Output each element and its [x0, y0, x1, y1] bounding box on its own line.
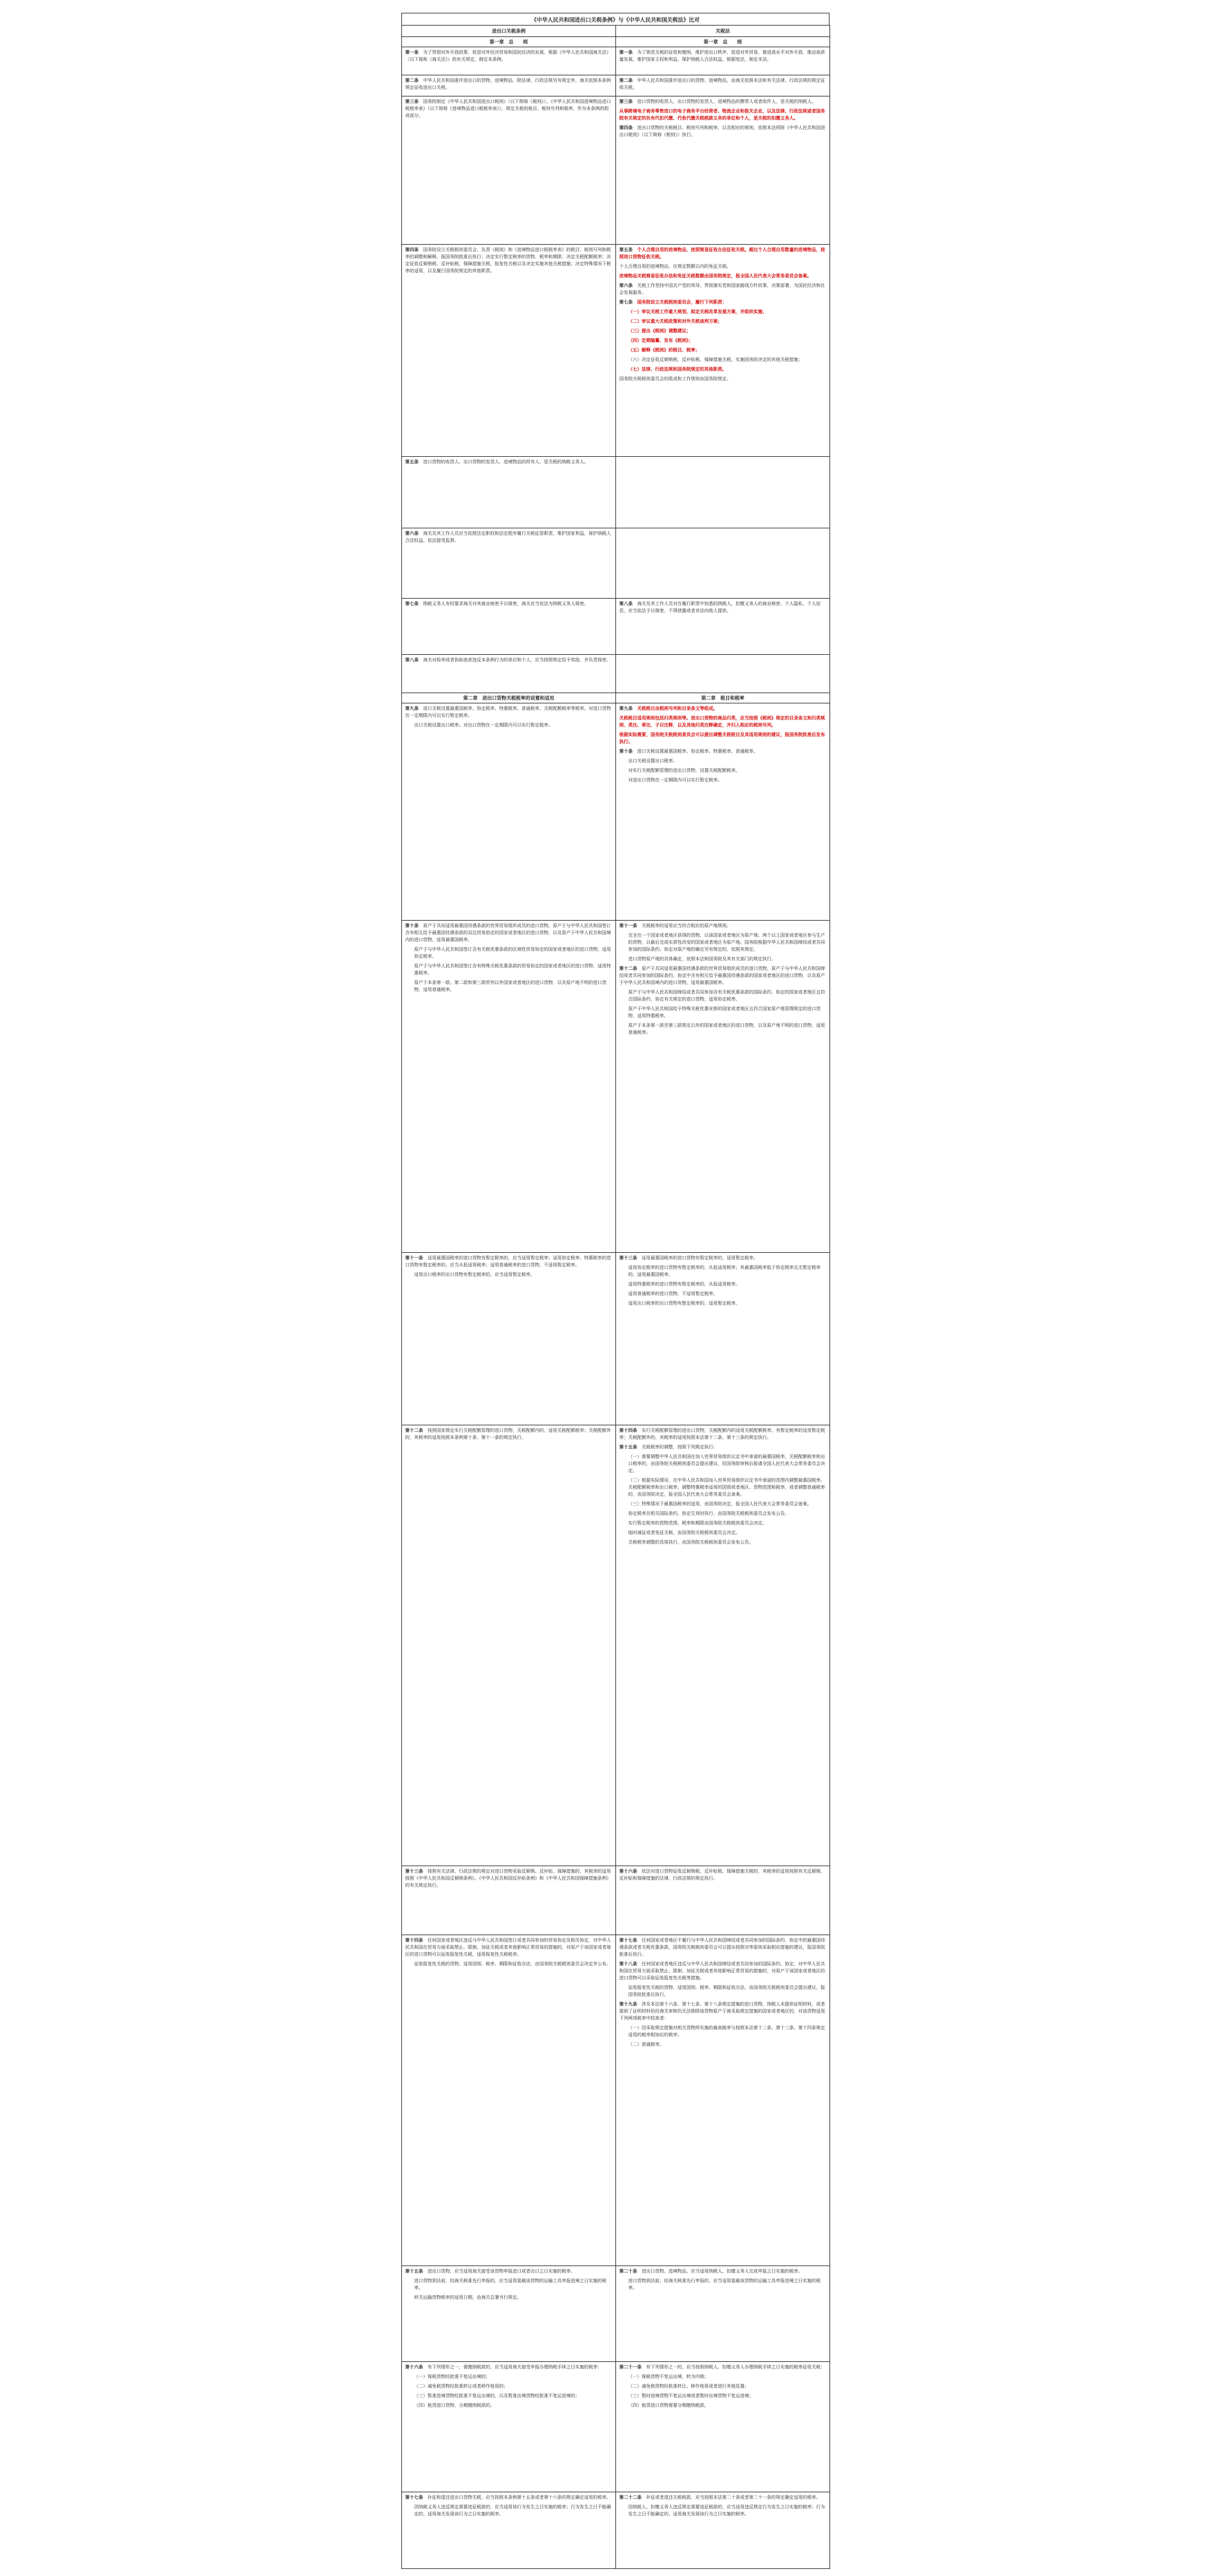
- article-paragraph: [619, 705, 826, 712]
- cell-right: [616, 599, 830, 655]
- article-number: 第十五条: [619, 1445, 642, 1450]
- article-paragraph: [619, 49, 826, 63]
- article-number: 第二条: [405, 78, 423, 83]
- article-text: 海关及其工作人员对在履行职责中知悉的纳税人、扣缴义务人的商业秘密、个人隐私、个人信息，应当依法予以保密，不得泄露或者非法向他人提供。: [619, 601, 821, 613]
- article-paragraph: [405, 247, 612, 275]
- article-number: 第十四条: [405, 1938, 428, 1943]
- article-row: [402, 599, 830, 655]
- article-number: 第二十条: [619, 2269, 642, 2274]
- article-number: 第六条: [619, 283, 637, 288]
- cell-right: [616, 96, 830, 245]
- article-text-highlighted: 进境物品关税简易征收办法和免征关税数额由国务院规定，报全国人民代表大会常务委员会备案。: [619, 273, 812, 279]
- cell-right: [616, 921, 830, 1253]
- article-text: （二）减免税货物经批准转让、移作他用或者进行其他处置；: [628, 2384, 749, 2389]
- article-text: （三）暂准进境货物经批准不复运出境的，以及暂准出境货物经批准不复运进境的；: [414, 2393, 580, 2398]
- comparison-table: [401, 25, 830, 2569]
- article-text: 原产于本条第一款至第三款规定以外的国家或者地区的进口货物，以及原产地不明的进口货物，适用普通税率。: [628, 1023, 825, 1035]
- article-text: 原产于与中华人民共和国签订含有关税优惠条款的区域性贸易协定的国家或者地区的进口货物，适用协定税率。: [414, 947, 611, 959]
- article-paragraph: [619, 758, 826, 765]
- article-number: 第十三条: [619, 1255, 642, 1261]
- article-text: 中华人民共和国准许进出口的货物、进境物品，除法律、行政法规另有规定外，海关依照本条例规定征收进出口关税。: [405, 78, 611, 90]
- cell-left: [402, 47, 616, 75]
- article-text: 对实行关税配额管理的进出口货物，设置关税配额税率。: [628, 768, 740, 773]
- article-text: 有下列情形之一的，应当按照纳税人、扣缴义务人办理纳税手续之日实施的税率征收关税：: [646, 2365, 825, 2370]
- article-paragraph: [619, 2402, 826, 2409]
- article-text: 因纳税人、扣缴义务人违反规定需要追征税款的，应当适用违反规定行为发生之日实施的税率；行为发生之日不能确定的，适用海关发现该行为之日实施的税率。: [628, 2504, 825, 2517]
- article-paragraph: [619, 2278, 826, 2292]
- comparison-document: [401, 13, 830, 2569]
- article-paragraph: [405, 49, 612, 63]
- article-text: 原产于共同适用最惠国待遇条款的世界贸易组织成员的进口货物，原产于与中华人民共和国缔结或者共同参加的国际条约、协定中含有相互给予最惠国待遇条款的国家或者地区的进口货物，以及原产于中华人民共和国境内的进口货物，适用最惠国税率。: [619, 966, 825, 985]
- article-paragraph: [619, 1937, 826, 1958]
- article-text: 任何国家或者地区违反与中华人民共和国缔结或者共同参加的国际条约、协定，对中华人民共和国在贸易方面采取禁止、限制、加征关税或者其他影响正常贸易的措施的，对原产于该国家或者地区的进口货物可以采取征收报复性关税等措施。: [619, 1961, 825, 1981]
- article-paragraph: [619, 1539, 826, 1546]
- article-paragraph: [619, 77, 826, 91]
- article-paragraph: [619, 601, 826, 615]
- article-number: 第四条: [405, 247, 423, 252]
- article-text: 国务院关税税则委员会的组成和工作规则由国务院规定。: [619, 376, 731, 381]
- article-text: 因纳税义务人违反规定需要追征税款的，应当适用该行为发生之日实施的税率；行为发生之日不能确定的，适用海关发现该行为之日实施的税率。: [414, 2504, 611, 2517]
- article-text: 征收报复性关税的货物、适用国别、税率、期限和征收办法，由国务院关税税则委员会提出建议，报国务院批准后执行。: [628, 1985, 825, 1997]
- article-row: [402, 655, 830, 693]
- article-text: 进口货物到达前，经海关核准先行申报的，应当适用装载该货物的运输工具申报进境之日实施的税率。: [414, 2278, 606, 2290]
- article-text: 关税税率的调整，按照下列规定执行：: [642, 1445, 718, 1450]
- article-text-highlighted: 根据实际需要，国务院关税税则委员会可以提出调整关税税目及其适用规则的建议，报国务院批准后发布执行。: [619, 732, 825, 744]
- article-paragraph: [619, 2025, 826, 2039]
- article-number: 第六条: [405, 531, 423, 536]
- cell-left: [402, 2492, 616, 2569]
- article-paragraph: [405, 2373, 612, 2380]
- article-paragraph: [619, 309, 826, 316]
- article-text: 纳税义务人有权要求海关对其商业秘密予以保密，海关应当依法为纳税义务人保密。: [423, 601, 589, 606]
- article-text: （一）需要调整中华人民共和国在加入世界贸易组织议定书中承诺的最惠国税率、关税配额税率和出口税率的，由国务院关税税则委员会提出建议，经国务院审核后报请全国人民代表大会常务委员会决定。: [628, 1454, 825, 1473]
- article-row: [402, 1425, 830, 1866]
- article-text: （二）根据实际情况，在中华人民共和国加入世界贸易组织议定书中承诺的范围内调整最惠国税率、关税配额税率和出口税率，调整特惠税率适用的国别或者地区、货物范围和税率，或者调整普通税率的，由国务院决定，报全国人民代表大会常务委员会备案。: [628, 1478, 825, 1497]
- article-number: 第二十一条: [619, 2365, 646, 2370]
- article-text: 适用特惠税率的进口货物有暂定税率的，从低适用税率。: [628, 1282, 740, 1287]
- article-text: 原产于本条第一款、第二款和第三款所列以外国家或者地区的进口货物，以及原产地不明的进口货物，适用普通税率。: [414, 980, 606, 992]
- article-paragraph: [405, 601, 612, 608]
- article-number: 第十九条: [619, 2002, 642, 2007]
- article-text: 适用普通税率的进口货物，不适用暂定税率。: [628, 1291, 718, 1296]
- article-text: 出口关税设置出口税率。对出口货物在一定期限内可以实行暂定税率。: [414, 723, 553, 728]
- article-text: 海关对检举或者协助查获违反本条例行为的单位和个人，应当按照规定给予奖励，并负责保密。: [423, 657, 611, 663]
- article-number: 第三条: [619, 99, 637, 104]
- article-text-highlighted: （三）提出《税则》调整建议；: [628, 328, 691, 334]
- article-paragraph: [619, 1520, 826, 1527]
- article-paragraph: [405, 2494, 612, 2501]
- article-paragraph: [619, 1022, 826, 1036]
- article-number: 第八条: [619, 601, 637, 606]
- cell-right: [616, 1425, 830, 1866]
- article-number: 第十二条: [405, 1428, 428, 1433]
- article-text: 为了规范关税的征收和缴纳，维护进出口秩序，促进对外贸易，推进高水平对外开放，推动高质量发展，维护国家主权和利益，保护纳税人合法权益，根据宪法，制定本法。: [619, 50, 825, 62]
- article-number: 第一条: [619, 50, 637, 55]
- article-text: 国务院制定《中华人民共和国进出口税则》（以下简称《税则》）、《中华人民共和国进境物品进口税税率表》（以下简称《进境物品进口税税率表》），规定关税的税目、税则号列和税率，作为本条例的组成部分。: [405, 99, 611, 118]
- article-paragraph: [619, 1006, 826, 1020]
- article-paragraph: [619, 98, 826, 105]
- article-paragraph: [405, 1271, 612, 1278]
- article-text: 原产于中华人民共和国给予特殊关税优惠安排的国家或者地区且符合国家原产地管理规定的进口货物，适用特惠税率。: [628, 1006, 821, 1018]
- article-text-highlighted: 国务院设立关税税则委员会，履行下列职责：: [637, 300, 727, 305]
- table-header-row: [402, 26, 830, 37]
- article-text: 任何国家或者地区不履行与中华人民共和国缔结或者共同参加的国际条约、协定中的最惠国待遇条款或者关税优惠条款，国务院关税税则委员会可以提出按照对等原则采取相应措施的建议，报国务院批准后执行。: [619, 1938, 825, 1957]
- article-paragraph: [405, 963, 612, 977]
- article-paragraph: [619, 1453, 826, 1475]
- article-paragraph: [619, 299, 826, 306]
- article-row: [402, 2492, 830, 2569]
- cell-left: [402, 528, 616, 599]
- article-paragraph: [619, 273, 826, 280]
- cell-right: [616, 75, 830, 96]
- article-number: 第八条: [405, 657, 423, 663]
- article-paragraph: [619, 125, 826, 139]
- article-text: 海关及其工作人员应当依照法定职权和法定程序履行关税征管职责，维护国家利益，保护纳税人合法权益，依法接受监督。: [405, 531, 611, 543]
- article-text: 有下列情形之一，需缴纳税款的，应当适用海关接受申报办理纳税手续之日实施的税率：: [428, 2365, 602, 2370]
- article-paragraph: [405, 2294, 612, 2301]
- article-paragraph: [619, 337, 826, 344]
- article-number: 第一条: [405, 50, 423, 55]
- article-text: 原产于与中华人民共和国签订含有特殊关税优惠条款的贸易协定的国家或者地区的进口货物，适用特惠税率。: [414, 963, 611, 976]
- article-paragraph: [619, 2041, 826, 2048]
- chapter-row: [402, 37, 830, 47]
- article-text: 中华人民共和国准许进出口的货物、进境物品，由海关依照本法和有关法律、行政法规的规定征收关税。: [619, 78, 825, 90]
- article-text: 原产于共同适用最惠国待遇条款的世界贸易组织成员的进口货物，原产于与中华人民共和国签订含有相互给予最惠国待遇条款的双边贸易协定的国家或者地区的进口货物，以及原产于中华人民共和国境内的进口货物，适用最惠国税率。: [405, 923, 611, 942]
- cell-right: [616, 703, 830, 921]
- article-paragraph: [619, 2494, 826, 2501]
- article-number: 第五条: [619, 247, 637, 252]
- article-text: 转关运输货物税率的适用日期，由海关总署另行规定。: [414, 2295, 521, 2300]
- cell-left: [402, 96, 616, 245]
- article-paragraph: [619, 2364, 826, 2371]
- article-paragraph: [405, 2278, 612, 2292]
- article-paragraph: [619, 2383, 826, 2390]
- article-text: （六）决定征收反倾销税、反补贴税、保障措施关税，实施国务院决定的其他关税措施；: [628, 357, 803, 362]
- article-number: 第十七条: [405, 2495, 428, 2500]
- article-row: [402, 96, 830, 245]
- cell-left: [402, 1253, 616, 1425]
- table-body: [402, 37, 830, 2569]
- article-paragraph: [619, 2504, 826, 2518]
- cell-left: [402, 1866, 616, 1935]
- article-paragraph: [405, 2364, 612, 2371]
- article-text: （三）暂时进境货物不复运出境或者暂时出境货物不复运进境；: [628, 2393, 753, 2398]
- article-paragraph: [405, 946, 612, 960]
- article-number: 第十四条: [619, 1428, 642, 1433]
- article-text: （四）租赁进口货物，分期缴纳税款的。: [414, 2403, 495, 2408]
- article-text: 适用最惠国税率的进口货物有暂定税率的，应当适用暂定税率；适用协定税率、特惠税率的进口货物有暂定税率的，应当从低适用税率；适用普通税率的进口货物，不适用暂定税率。: [405, 1255, 611, 1268]
- article-paragraph: [619, 1510, 826, 1517]
- article-paragraph: [619, 2001, 826, 2022]
- article-paragraph: [619, 956, 826, 963]
- article-text: 实行关税配额管理的进出口货物，关税配额内的适用关税配额税率，有暂定税率的适用暂定税率；关税配额外的，其税率的适用按照本法第十二条、第十三条的规定执行。: [619, 1428, 825, 1440]
- article-paragraph: [405, 2504, 612, 2518]
- article-number: 第九条: [405, 706, 423, 711]
- document-title: 《中华人民共和国进出口关税条例》与《中华人民共和国关税法》比对: [401, 13, 830, 25]
- article-paragraph: [405, 657, 612, 664]
- article-number: 第十五条: [405, 2269, 428, 2274]
- article-paragraph: [619, 318, 826, 325]
- article-text: 个人合理自用的进境物品，在规定数额以内的免征关税。: [619, 264, 731, 269]
- article-text: 为了贯彻对外开放政策，促进对外经济贸易和国民经济的发展，根据《中华人民共和国海关法》（以下简称《海关法》）的有关规定，制定本条例。: [405, 50, 611, 62]
- chapter-title-left: 第二章 进出口货物关税税率的设置和适用: [402, 693, 616, 703]
- article-paragraph: [619, 767, 826, 774]
- article-number: 第九条: [619, 706, 637, 711]
- article-number: 第十六条: [405, 2365, 428, 2370]
- cell-left: [402, 921, 616, 1253]
- cell-left: [402, 75, 616, 96]
- chapter-title-right: 第一章 总 则: [616, 37, 830, 47]
- article-paragraph: [405, 722, 612, 729]
- article-paragraph: [619, 247, 826, 261]
- article-text: 对进出口货物在一定期限内可以实行暂定税率。: [628, 778, 722, 783]
- article-paragraph: [619, 1255, 826, 1262]
- article-row: [402, 1253, 830, 1425]
- article-paragraph: [619, 1427, 826, 1441]
- article-paragraph: [619, 1529, 826, 1537]
- article-text-highlighted: （二）审议重大关税政策和对外关税谈判方案；: [628, 319, 722, 324]
- article-text: 进口货物到达前，经海关核准先行申报的，应当适用装载该货物的运输工具申报进境之日实施的税率。: [628, 2278, 821, 2290]
- article-row: [402, 245, 830, 457]
- chapter-row: [402, 693, 830, 703]
- article-text: 涉及本法第十六条、第十七条、第十八条规定措施的进口货物，纳税人未提供证明材料，或者提供了证明材料但经海关审核仍无法排除该货物原产于被采取规定措施的国家或者地区的，对该货物适用下列两项税率中较高者：: [619, 2002, 825, 2021]
- article-paragraph: [619, 376, 826, 383]
- cell-right: [616, 245, 830, 457]
- article-text: 进出口货物的关税税目、税则号列和税率，以及相应的规则，依照本法所附《中华人民共和国进出口税则》（以下简称《税则》）执行。: [619, 125, 825, 137]
- article-number: 第十一条: [405, 1255, 428, 1261]
- article-row: [402, 528, 830, 599]
- cell-left: [402, 2362, 616, 2492]
- article-text-highlighted: 关税税目适用规则包括归类规则等。进出口货物的商品归类，应当按照《税则》规定的目录条文和归类规则、类注、章注、子目注释，以及其他归类注释确定，并归入相应的税则号列。: [619, 716, 825, 728]
- cell-right: [616, 528, 830, 599]
- article-text: （一）保税货物不复运出境，转为内销；: [628, 2374, 709, 2379]
- article-paragraph: [619, 1291, 826, 1298]
- article-paragraph: [405, 98, 612, 119]
- article-paragraph: [619, 1300, 826, 1307]
- article-paragraph: [619, 777, 826, 784]
- article-text: 完全在一个国家或者地区获得的货物，以该国家或者地区为原产地；两个以上国家或者地区参与生产的货物，以最后完成实质性改变的国家或者地区为原产地。国务院根据中华人民共和国缔结或者共同参加的国际条约、协定对原产地的确定另有规定的，依照其规定。: [628, 933, 825, 952]
- article-row: [402, 47, 830, 75]
- article-number: 第十条: [405, 923, 423, 928]
- article-paragraph: [405, 2402, 612, 2409]
- article-paragraph: [619, 732, 826, 746]
- article-paragraph: [619, 282, 826, 296]
- cell-left: [402, 655, 616, 693]
- article-paragraph: [619, 2393, 826, 2400]
- article-text: 补征或者退还关税税款，应当按照本法第二十条或者第二十一条的规定确定适用的税率。: [646, 2495, 821, 2500]
- article-text-highlighted: （五）解释《税则》的税目、税率；: [628, 348, 700, 353]
- article-text: 出口关税设置出口税率。: [628, 758, 677, 763]
- article-text: （四）租赁进口货物需要分期缴纳税款。: [628, 2403, 709, 2408]
- cell-left: [402, 457, 616, 528]
- article-text-highlighted: 关税税目由税则号列和目录条文等组成。: [637, 706, 718, 711]
- header-right: 关税法: [616, 26, 830, 37]
- article-number: 第十八条: [619, 1961, 642, 1966]
- cell-left: [402, 245, 616, 457]
- article-paragraph: [619, 328, 826, 335]
- cell-right: [616, 2492, 830, 2569]
- article-text: 协定税率在相关国际条约、协定生效时执行，由国务院关税税则委员会发布公告。: [628, 1511, 789, 1516]
- article-number: 第十七条: [619, 1938, 642, 1943]
- article-paragraph: [619, 748, 826, 755]
- article-text: （一）因采取规定措施对相关货物所实施的最高税率与按照本法第十二条、第十三条、第十四条规定适用的税率相加后的税率；: [628, 2025, 825, 2037]
- article-text: 关税税率的适用应当符合相应的原产地规则。: [642, 923, 731, 928]
- cell-left: [402, 1935, 616, 2266]
- article-paragraph: [405, 459, 612, 466]
- cell-left: [402, 1425, 616, 1866]
- article-paragraph: [619, 263, 826, 270]
- article-paragraph: [619, 347, 826, 354]
- article-text-highlighted: （四）定期编纂、发布《税则》；: [628, 338, 693, 343]
- article-row: [402, 75, 830, 96]
- article-text: 按照国家规定实行关税配额管理的进口货物，关税配额内的，适用关税配额税率；关税配额外的，其税率的适用按照本条例第十条、第十一条的规定执行。: [405, 1428, 611, 1440]
- cell-right: [616, 1935, 830, 2266]
- article-paragraph: [619, 1868, 826, 1882]
- cell-right: [616, 457, 830, 528]
- article-text: 原产于与中华人民共和国缔结或者共同参加含有关税优惠条款的国际条约、协定的国家或者地区且符合国际条约、协定有关规定的进口货物，适用协定税率。: [628, 990, 825, 1002]
- cell-right: [616, 2266, 830, 2362]
- article-text: 进口货物原产地的具体确定，依照本法和国务院及其有关部门的规定执行。: [628, 956, 776, 962]
- article-text-highlighted: 个人合理自用的进境物品，按照简易征收办法征收关税。超过个人合理自用数量的进境物品，按照进口货物征收关税。: [619, 247, 825, 259]
- article-row: [402, 921, 830, 1253]
- article-number: 第十一条: [619, 923, 642, 928]
- article-text-highlighted: （七）法律、行政法规和国务院规定的其他职责。: [628, 367, 727, 372]
- article-paragraph: [619, 1961, 826, 1982]
- cell-left: [402, 599, 616, 655]
- article-paragraph: [619, 923, 826, 930]
- article-text: 临时减征或者免征关税，由国务院关税税则委员会决定。: [628, 1530, 740, 1535]
- article-number: 第二十二条: [619, 2495, 646, 2500]
- article-text: 任何国家或者地区违反与中华人民共和国签订或者共同参加的贸易协定及相关协定，对中华人民共和国在贸易方面采取禁止、限制、加征关税或者其他影响正常贸易的措施的，对原产于该国家或者地区的进口货物可以征收报复性关税，适用报复性关税税率。: [405, 1938, 611, 1957]
- article-number: 第二条: [619, 78, 637, 83]
- cell-left: [402, 703, 616, 921]
- article-text: 征收报复性关税的货物、适用国别、税率、期限和征收办法，由国务院关税税则委员会决定并公布。: [414, 1961, 611, 1966]
- article-text: （一）保税货物经批准不复运出境的；: [414, 2374, 490, 2379]
- article-text-highlighted: （一）审议关税工作重大规划，拟定关税改革发展方案，并组织实施；: [628, 309, 767, 314]
- article-text: 进口关税设置最惠国税率、协定税率、特惠税率、普通税率、关税配额税率等税率。对进口货物在一定期限内可以实行暂定税率。: [405, 706, 611, 718]
- article-row: [402, 1866, 830, 1935]
- article-row: [402, 457, 830, 528]
- article-paragraph: [619, 356, 826, 364]
- article-text: 适用出口税率的出口货物有暂定税率的，适用暂定税率。: [628, 1301, 740, 1306]
- article-text: 补征和退还进出口货物关税，应当按照本条例第十五条或者第十六条的规定确定适用的税率。: [428, 2495, 611, 2500]
- article-text: 进出口货物，应当适用海关接受该货物申报进口或者出口之日实施的税率。: [428, 2269, 575, 2274]
- article-paragraph: [619, 2373, 826, 2380]
- article-number: 第七条: [619, 300, 637, 305]
- article-text: （二）减免税货物经批准转让或者移作他用的；: [414, 2384, 508, 2389]
- article-text: 进出口货物、进境物品，应当适用纳税人、扣缴义务人完成申报之日实施的税率。: [642, 2269, 803, 2274]
- article-paragraph: [405, 1937, 612, 1958]
- article-number: 第三条: [405, 99, 423, 104]
- cell-left: [402, 2266, 616, 2362]
- article-row: [402, 1935, 830, 2266]
- article-paragraph: [619, 1444, 826, 1451]
- article-paragraph: [405, 2393, 612, 2400]
- article-row: [402, 2362, 830, 2492]
- article-text-highlighted: 从事跨境电子商务零售进口的电子商务平台经营者、物流企业和报关企业，以及法律、行政法规或者国务院有关规定的负有代扣代缴、代收代缴关税税款义务的单位和个人，是关税的扣缴义务人。: [619, 109, 825, 121]
- article-text: 实行暂定税率的货物范围、税率和期限由国务院关税税则委员会决定。: [628, 1521, 767, 1526]
- article-number: 第十六条: [619, 1869, 642, 1874]
- article-paragraph: [619, 715, 826, 729]
- article-text: 适用协定税率的进口货物有暂定税率的，从低适用税率；其最惠国税率低于协定税率且无暂定税率的，适用最惠国税率。: [628, 1265, 821, 1277]
- article-paragraph: [619, 932, 826, 953]
- article-paragraph: [405, 1868, 612, 1889]
- article-paragraph: [405, 979, 612, 993]
- article-paragraph: [405, 1961, 612, 1968]
- article-paragraph: [619, 1501, 826, 1508]
- article-paragraph: [619, 2268, 826, 2275]
- article-text: 进口货物的收货人、出口货物的发货人、进境物品的所有人，是关税的纳税义务人。: [423, 459, 589, 464]
- article-number: 第五条: [405, 459, 423, 464]
- article-text: 依法对进口货物征收反倾销税、反补贴税、保障措施关税的，其税率的适用按照有关反倾销、反补贴和保障措施的法律、行政法规的规定执行。: [619, 1869, 825, 1881]
- article-paragraph: [405, 923, 612, 944]
- article-number: 第十三条: [405, 1869, 428, 1874]
- cell-right: [616, 47, 830, 75]
- article-text: 关税税率调整的具体执行，由国务院关税税则委员会发布公告。: [628, 1540, 753, 1545]
- article-paragraph: [405, 2268, 612, 2275]
- article-paragraph: [405, 77, 612, 91]
- header-left: 进出口关税条例: [402, 26, 616, 37]
- cell-right: [616, 655, 830, 693]
- article-row: [402, 2266, 830, 2362]
- article-number: 第四条: [619, 125, 637, 130]
- article-text: 按照有关法律、行政法规的规定对进口货物采取反倾销、反补贴、保障措施的，其税率的适用按照《中华人民共和国反倾销条例》、《中华人民共和国反补贴条例》和《中华人民共和国保障措施条例》的有关规定执行。: [405, 1869, 611, 1888]
- article-text: 进口关税设置最惠国税率、协定税率、特惠税率、普通税率。: [637, 749, 758, 754]
- chapter-title-left: 第一章 总 则: [402, 37, 616, 47]
- article-text: 适用最惠国税率的进口货物有暂定税率的，适用暂定税率。: [642, 1255, 758, 1261]
- article-paragraph: [405, 530, 612, 544]
- article-number: 第七条: [405, 601, 423, 606]
- article-row: [402, 703, 830, 921]
- article-paragraph: [405, 1255, 612, 1269]
- article-paragraph: [619, 1477, 826, 1498]
- article-paragraph: [619, 1984, 826, 1998]
- article-number: 第十二条: [619, 966, 642, 971]
- article-text: 进口货物的收货人、出口货物的发货人、进境物品的携带人或者收件人，是关税的纳税人。: [637, 99, 816, 104]
- article-text: （三）特殊情况下最惠国税率的适用，由国务院决定，报全国人民代表大会常务委员会备案。: [628, 1501, 812, 1506]
- article-text: 适用出口税率的出口货物有暂定税率的，应当适用暂定税率。: [414, 1272, 535, 1277]
- article-paragraph: [619, 965, 826, 986]
- cell-right: [616, 2362, 830, 2492]
- article-number: 第十条: [619, 749, 637, 754]
- article-paragraph: [405, 1427, 612, 1441]
- cell-right: [616, 1253, 830, 1425]
- cell-right: [616, 1866, 830, 1935]
- article-paragraph: [619, 1281, 826, 1288]
- article-paragraph: [619, 1264, 826, 1278]
- article-paragraph: [405, 705, 612, 719]
- article-paragraph: [619, 989, 826, 1003]
- article-text: （二）普通税率。: [628, 2042, 664, 2047]
- article-text: 关税工作坚持中国共产党的领导，贯彻落实党和国家路线方针政策、决策部署，为国民经济和社会发展服务。: [619, 283, 825, 295]
- article-paragraph: [619, 366, 826, 373]
- article-paragraph: [619, 108, 826, 122]
- article-paragraph: [405, 2383, 612, 2390]
- chapter-title-right: 第二章 税目和税率: [616, 693, 830, 703]
- article-text: 国务院设立关税税则委员会，负责《税则》和《进境物品进口税税率表》的税目、税则号列和税率的调整和解释，报国务院批准后执行；决定实行暂定税率的货物、税率和期限；决定关税配额税率；决定征收反倾销税、反补贴税、保障措施关税、报复性关税以及决定实施其他关税措施；决定特殊情况下税率的适用，以及履行国务院规定的其他职责。: [405, 247, 611, 273]
